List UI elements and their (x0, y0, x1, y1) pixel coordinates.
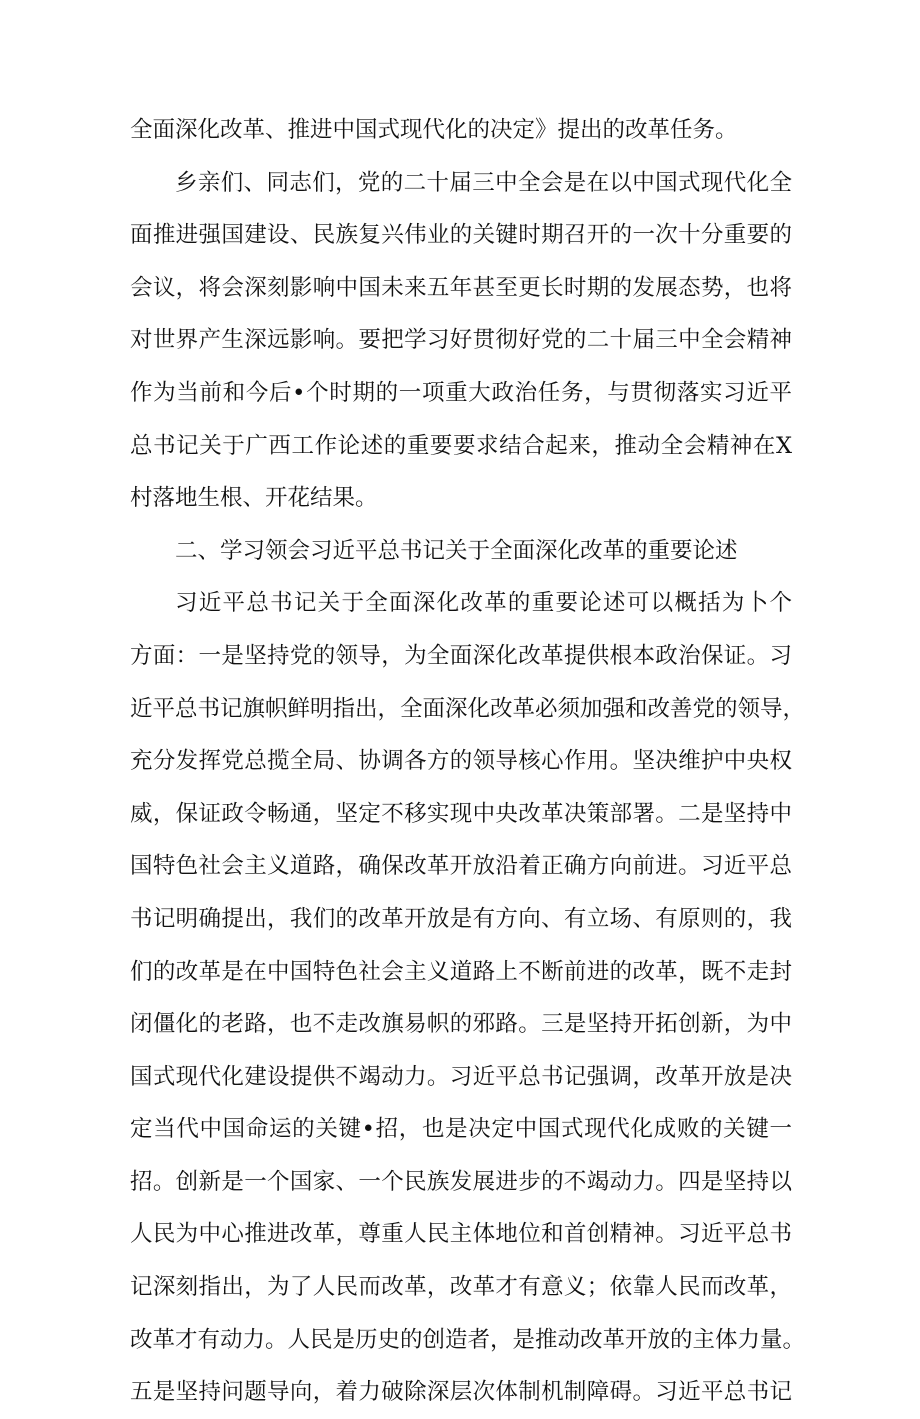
text-line: 定当代中国命运的关键•招，也是决定中国式现代化成败的关键一 (130, 1116, 792, 1143)
text-line: 五是坚持问题导向，着力破除深层次体制机制障碍。习近平总书记 (130, 1379, 792, 1406)
text-line: 们的改革是在中国特色社会主义道路上不断前进的改革，既不走封 (130, 958, 792, 985)
text-line: 国式现代化建设提供不竭动力。习近平总书记强调，改革开放是决 (130, 1063, 792, 1090)
document-body (130, 104, 806, 1419)
text-line: 招。创新是一个国家、一个民族发展进步的不竭动力。四是坚持以 (130, 1168, 792, 1195)
text-line: 国特色社会主义道路，确保改革开放沿着正确方向前进。习近平总 (130, 853, 792, 880)
text-line: 记深刻指出，为了人民而改革，改革才有意义；依靠人民而改革， (130, 1274, 792, 1301)
text-line: 书记明确提出，我们的改革开放是有方向、有立场、有原则的，我 (130, 905, 792, 932)
text-line: 威，保证政令畅通，坚定不移实现中央改革决策部署。二是坚持中 (130, 800, 792, 827)
text-line: 作为当前和今后•个时期的一项重大政治任务，与贯彻落实习近平 (130, 379, 792, 406)
text-line: 村落地生根、开花结果。 (130, 485, 378, 512)
text-line: 全面深化改革、推进中国式现代化的决定》提出的改革任务。 (130, 117, 738, 143)
text-line: 面推进强国建设、民族复兴伟业的关键时期召开的一次十分重要的 (130, 222, 792, 249)
text-line: 乡亲们、同志们，党的二十届三中全会是在以中国式现代化全 (175, 169, 792, 196)
text-line: 闭僵化的老路，也不走改旗易帜的邪路。三是坚持开拓创新，为中 (130, 1011, 792, 1038)
text-line: 总书记关于广西工作论述的重要要求结合起来，推动全会精神在X (130, 432, 792, 459)
section-heading: 二、学习领会习近平总书记关于全面深化改革的重要论述 (175, 537, 738, 564)
text-line: 对世界产生深远影响。要把学习好贯彻好党的二十届三中全会精神 (130, 327, 792, 354)
text-line: 习近平总书记关于全面深化改革的重要论述可以概括为卜个 (175, 590, 792, 617)
text-line: 近平总书记旗帜鲜明指出，全面深化改革必须加强和改善党的领导， (130, 695, 806, 722)
text-line: 人民为中心推进改革，尊重人民主体地位和首创精神。习近平总书 (130, 1221, 792, 1248)
text-line: 方面：一是坚持党的领导，为全面深化改革提供根本政治保证。习 (130, 642, 792, 669)
text-line: 会议，将会深刻影响中国未来五年甚至更长时期的发展态势，也将 (130, 274, 792, 301)
text-line: 充分发挥党总揽全局、协调各方的领导核心作用。坚决维护中央权 (130, 748, 792, 775)
text-line: 改革才有动力。人民是历史的创造者，是推动改革开放的主体力量。 (130, 1326, 806, 1353)
